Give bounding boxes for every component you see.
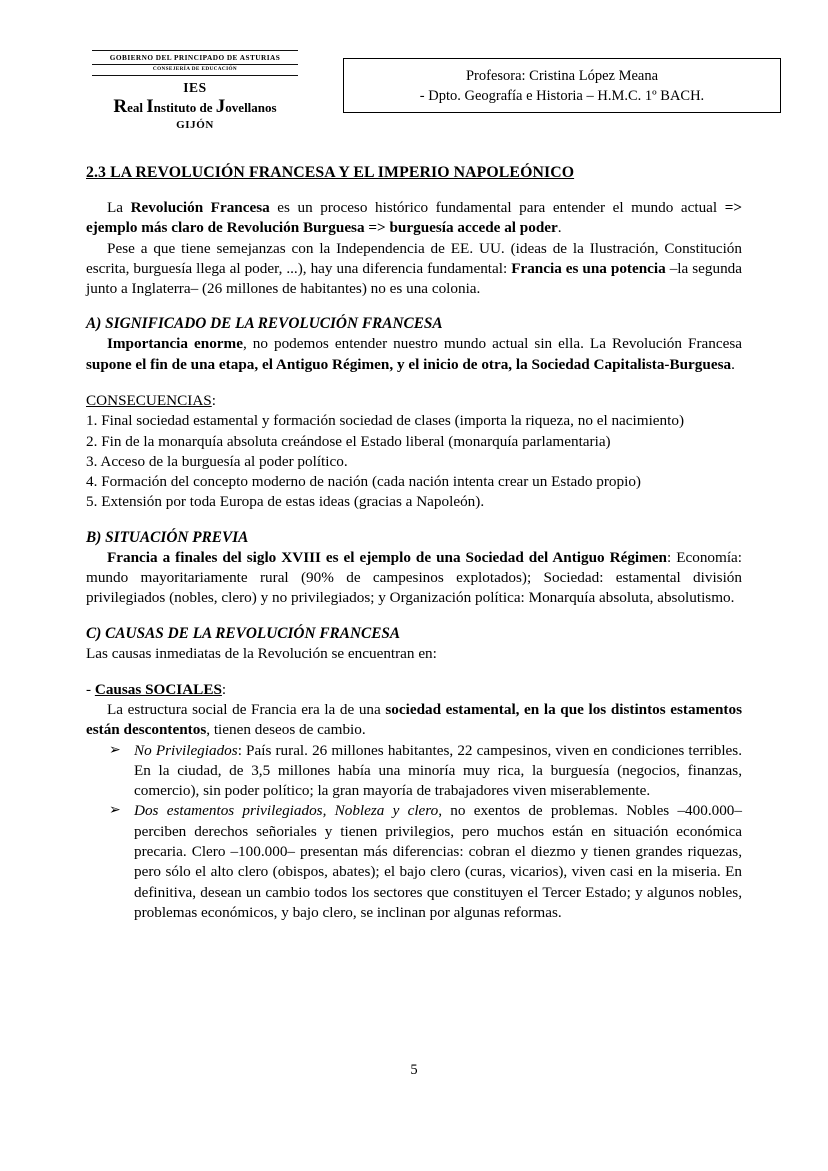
section-a-bold-1: Importancia enorme — [107, 335, 243, 353]
list-item — [86, 741, 742, 802]
logo-name-i: I — [146, 95, 154, 117]
list-item — [86, 801, 742, 923]
spacer-after-section-b — [86, 609, 742, 625]
intro-p1-a: La — [107, 199, 131, 216]
intro-p1-bold-1: Revolución Francesa — [130, 199, 270, 216]
section-c-intro: Las causas inmediatas de la Revolución se encuentran en: — [86, 644, 437, 662]
consequence-item: 5. Extensión por toda Europa de estas ideas (gracias a Napoleón). — [86, 493, 485, 511]
logo-name-de: de — [199, 99, 216, 115]
page-number: 5 — [410, 1062, 418, 1078]
section-c-heading: C) CAUSAS DE LA REVOLUCIÓN FRANCESA — [86, 624, 401, 642]
intro-p2-bold: Francia es una potencia — [511, 259, 666, 277]
section-b-bold: Francia a finales del siglo XVIII es el ejemplo de una Sociedad del Antiguo Régimen — [107, 548, 667, 566]
intro-p1-bold-2: => ejemplo más claro de Revolución Burguesa => burguesía accede al poder — [86, 199, 742, 237]
section-a-paragraph — [86, 334, 742, 375]
section-a-text-2: . — [731, 355, 735, 373]
spacer-after-intro — [86, 299, 742, 315]
section-a-text-1: , no podemos entender nuestro mundo actual sin ella. La Revolución Francesa — [242, 335, 742, 353]
intro-paragraph-1 — [86, 198, 742, 239]
section-b-paragraph — [86, 548, 742, 609]
logo-name-eal: eal — [127, 99, 147, 115]
page-title: 2.3 LA REVOLUCIÓN FRANCESA Y EL IMPERIO NAPOLEÓNICO — [86, 164, 575, 181]
consequences-label: CONSECUENCIAS — [86, 391, 212, 409]
section-a-bold-2: supone el fin de una etapa, el Antiguo Régimen, y el inicio de otra, la Sociedad Capitalista-Burguesa — [86, 355, 732, 373]
logo-institute-name — [92, 95, 298, 117]
social-causes-text-2: , tienen deseos de cambio. — [206, 721, 366, 739]
social-causes-colon: : — [221, 680, 227, 698]
bullet-body: : País rural. 26 millones habitantes, 22 campesinos, viven en condiciones terribles. En la ciudad, de 3,5 millones había una minoría muy rica, la burguesía (negocios, finanzas, comercio), sin poder político; la gran mayoría de trabajadores viven miserablemente. — [134, 741, 742, 800]
teacher-name-line: Profesora: Cristina López Meana — [465, 67, 659, 84]
social-causes-bold: sociedad estamental, en la que los distintos estamentos están descontentos — [86, 701, 742, 739]
logo-institute-abbr: IES — [183, 79, 207, 95]
section-a-heading: A) SIGNIFICADO DE LA REVOLUCIÓN FRANCESA — [86, 315, 443, 333]
logo-city: GIJÓN — [176, 118, 214, 131]
school-logo — [92, 50, 298, 131]
bullet-body: , no exentos de problemas. Nobles –400.000– perciben derechos señoriales y tienen privilegios, pero muchos están en situación económica precaria. Clero –100.000– presentan más diferencias: cobran el diezmo y tienen grandes riquezas, pero sólo el alto clero (obispos, abates); el bajo clero (curas, vicarios), viven casi en la miseria. En definitiva, desean un cambio todos los sectores que constituyen el Tercer Estado; y algunos nobles, problemas económicos, y bajo clero, se inclinan por algunas reformas. — [134, 802, 742, 921]
social-causes-dash: - — [86, 680, 95, 698]
logo-government-line: GOBIERNO DEL PRINCIPADO DE ASTURIAS — [109, 52, 281, 62]
logo-name-nstituto: nstituto — [153, 99, 200, 115]
arrow-bullet-icon: ➢ — [109, 741, 121, 758]
consequence-item: 4. Formación del concepto moderno de nación (cada nación intenta crear un Estado propio) — [86, 473, 641, 491]
social-estates-list — [86, 741, 742, 924]
consequences-list — [86, 411, 742, 512]
social-causes-text-1: La estructura social de Francia era la de una — [107, 701, 386, 719]
logo-name-r: R — [113, 95, 128, 117]
teacher-department-line: - Dpto. Geografía e Historia – H.M.C. 1º BACH. — [419, 87, 705, 104]
intro-p2-a: Pese a que tiene semejanzas con la Independencia de EE. UU. (ideas de la Ilustración, Constitución escrita, burguesía llega al poder, ...), hay una diferencia fundamental: — [86, 239, 742, 277]
arrow-bullet-icon: ➢ — [109, 802, 121, 819]
intro-p2-c: –la segunda junto a Inglaterra– (26 millones de habitantes) no es una colonia. — [86, 259, 743, 298]
consequence-item: 1. Final sociedad estamental y formación sociedad de clases (importa la riqueza, no el nacimiento) — [86, 412, 685, 430]
logo-department-line: CONSEJERÍA DE EDUCACIÓN — [152, 65, 238, 72]
logo-name-ovellanos: ovellanos — [225, 99, 277, 115]
section-b-heading: B) SITUACIÓN PREVIA — [86, 528, 249, 546]
spacer-after-consequences — [86, 513, 742, 529]
consequences-colon: : — [211, 391, 216, 409]
spacer-before-social-causes — [86, 664, 742, 680]
consequence-item: 2. Fin de la monarquía absoluta creándose el Estado liberal (monarquía parlamentaria) — [86, 432, 611, 450]
intro-paragraph-2 — [86, 239, 742, 300]
logo-name-j: J — [215, 95, 226, 117]
intro-p1-c: es un proceso histórico fundamental para entender el mundo actual — [269, 199, 725, 216]
social-causes-paragraph — [86, 700, 742, 741]
consequence-item: 3. Acceso de la burguesía al poder político. — [86, 452, 348, 470]
bullet-lead: No Privilegiados — [134, 741, 238, 759]
bullet-lead: Dos estamentos privilegiados, Nobleza y clero — [134, 802, 439, 820]
teacher-info-box — [343, 58, 781, 113]
social-causes-label: Causas SOCIALES — [94, 680, 222, 698]
page-header — [86, 48, 742, 140]
consequences-heading — [86, 391, 742, 411]
social-causes-heading — [86, 680, 742, 700]
intro-p1-e: . — [557, 219, 562, 237]
section-b-text: : Economía: mundo mayoritariamente rural (90% de campesinos explotados); Sociedad: estamental división privilegiados (nobles, clero) y no privilegiados; y Organización política: Monarquía absoluta, absolutismo. — [86, 548, 742, 607]
spacer-before-consequences — [86, 375, 742, 391]
